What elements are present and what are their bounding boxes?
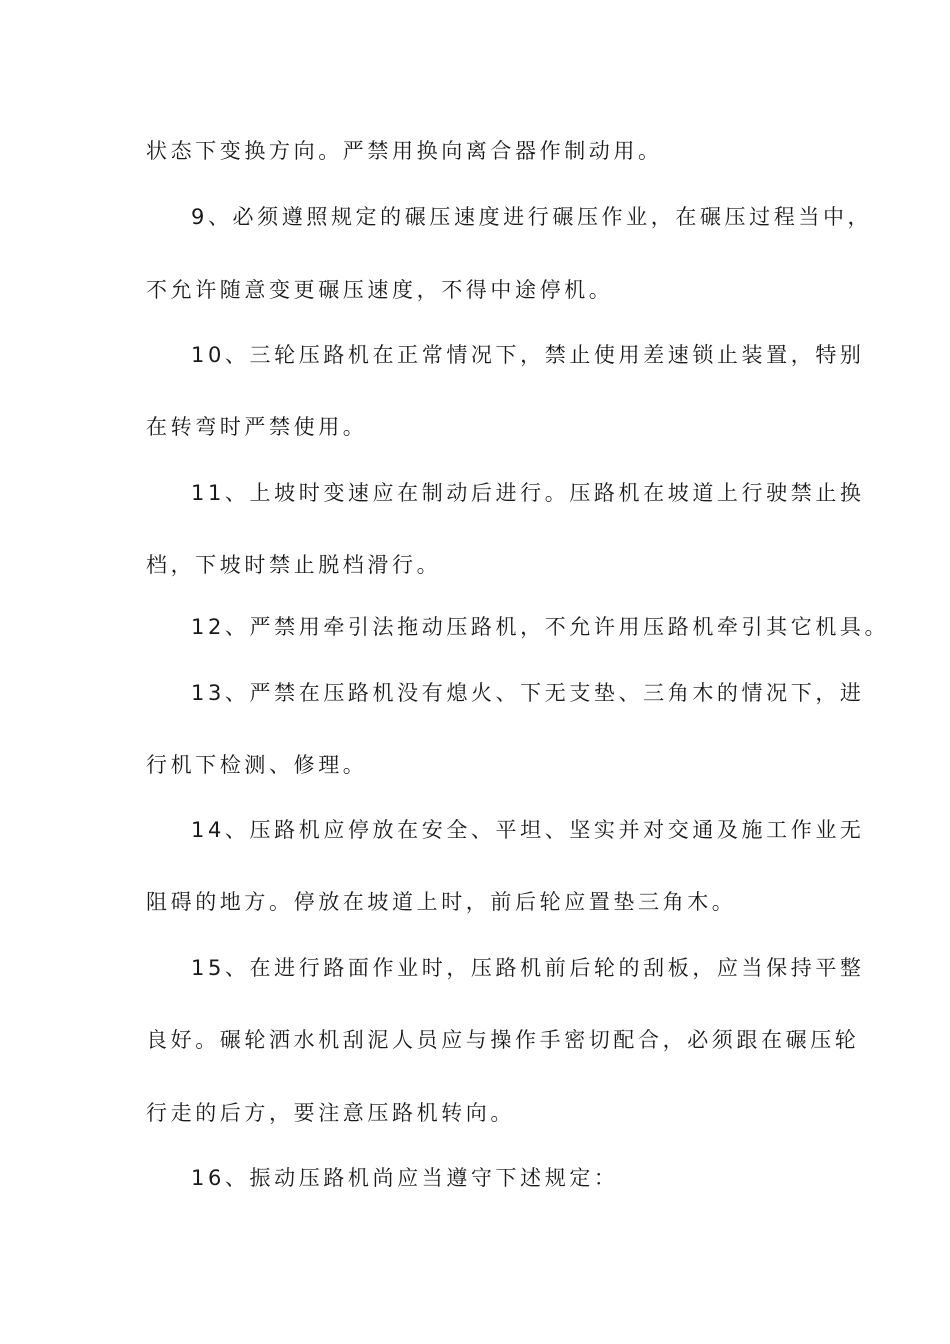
text-line: 11、上坡时变速应在制动后进行。压路机在坡道上行驶禁止换 (191, 481, 865, 505)
text-line: 行机下检测、修理。 (146, 753, 368, 777)
text-line: 阻碍的地方。停放在坡道上时，前后轮应置垫三角木。 (146, 890, 737, 914)
text-line: 13、严禁在压路机没有熄火、下无支垫、三角木的情况下，进 (191, 681, 865, 705)
text-line: 档，下坡时禁止脱档滑行。 (146, 553, 442, 577)
text-line: 9、必须遵照规定的碾压速度进行碾压作业，在碾压过程当中， (191, 205, 873, 229)
text-line: 行走的后方，要注意压路机转向。 (146, 1101, 515, 1125)
text-line: 在转弯时严禁使用。 (146, 415, 368, 439)
text-line: 状态下变换方向。严禁用换向离合器作制动用。 (146, 139, 663, 163)
text-line: 10、三轮压路机在正常情况下，禁止使用差速锁止装置，特别 (191, 343, 865, 367)
text-line: 14、压路机应停放在安全、平坦、坚实并对交通及施工作业无 (191, 818, 865, 842)
text-line: 12、严禁用牵引法拖动压路机，不允许用压路机牵引其它机具。 (191, 615, 890, 639)
text-line: 16、振动压路机尚应当遵守下述规定： (191, 1166, 619, 1190)
text-line: 良好。碾轮洒水机刮泥人员应与操作手密切配合，必须跟在碾压轮 (146, 1028, 860, 1052)
text-line: 15、在进行路面作业时，压路机前后轮的刮板，应当保持平整 (191, 956, 865, 980)
text-line: 不允许随意变更碾压速度，不得中途停机。 (146, 278, 614, 302)
